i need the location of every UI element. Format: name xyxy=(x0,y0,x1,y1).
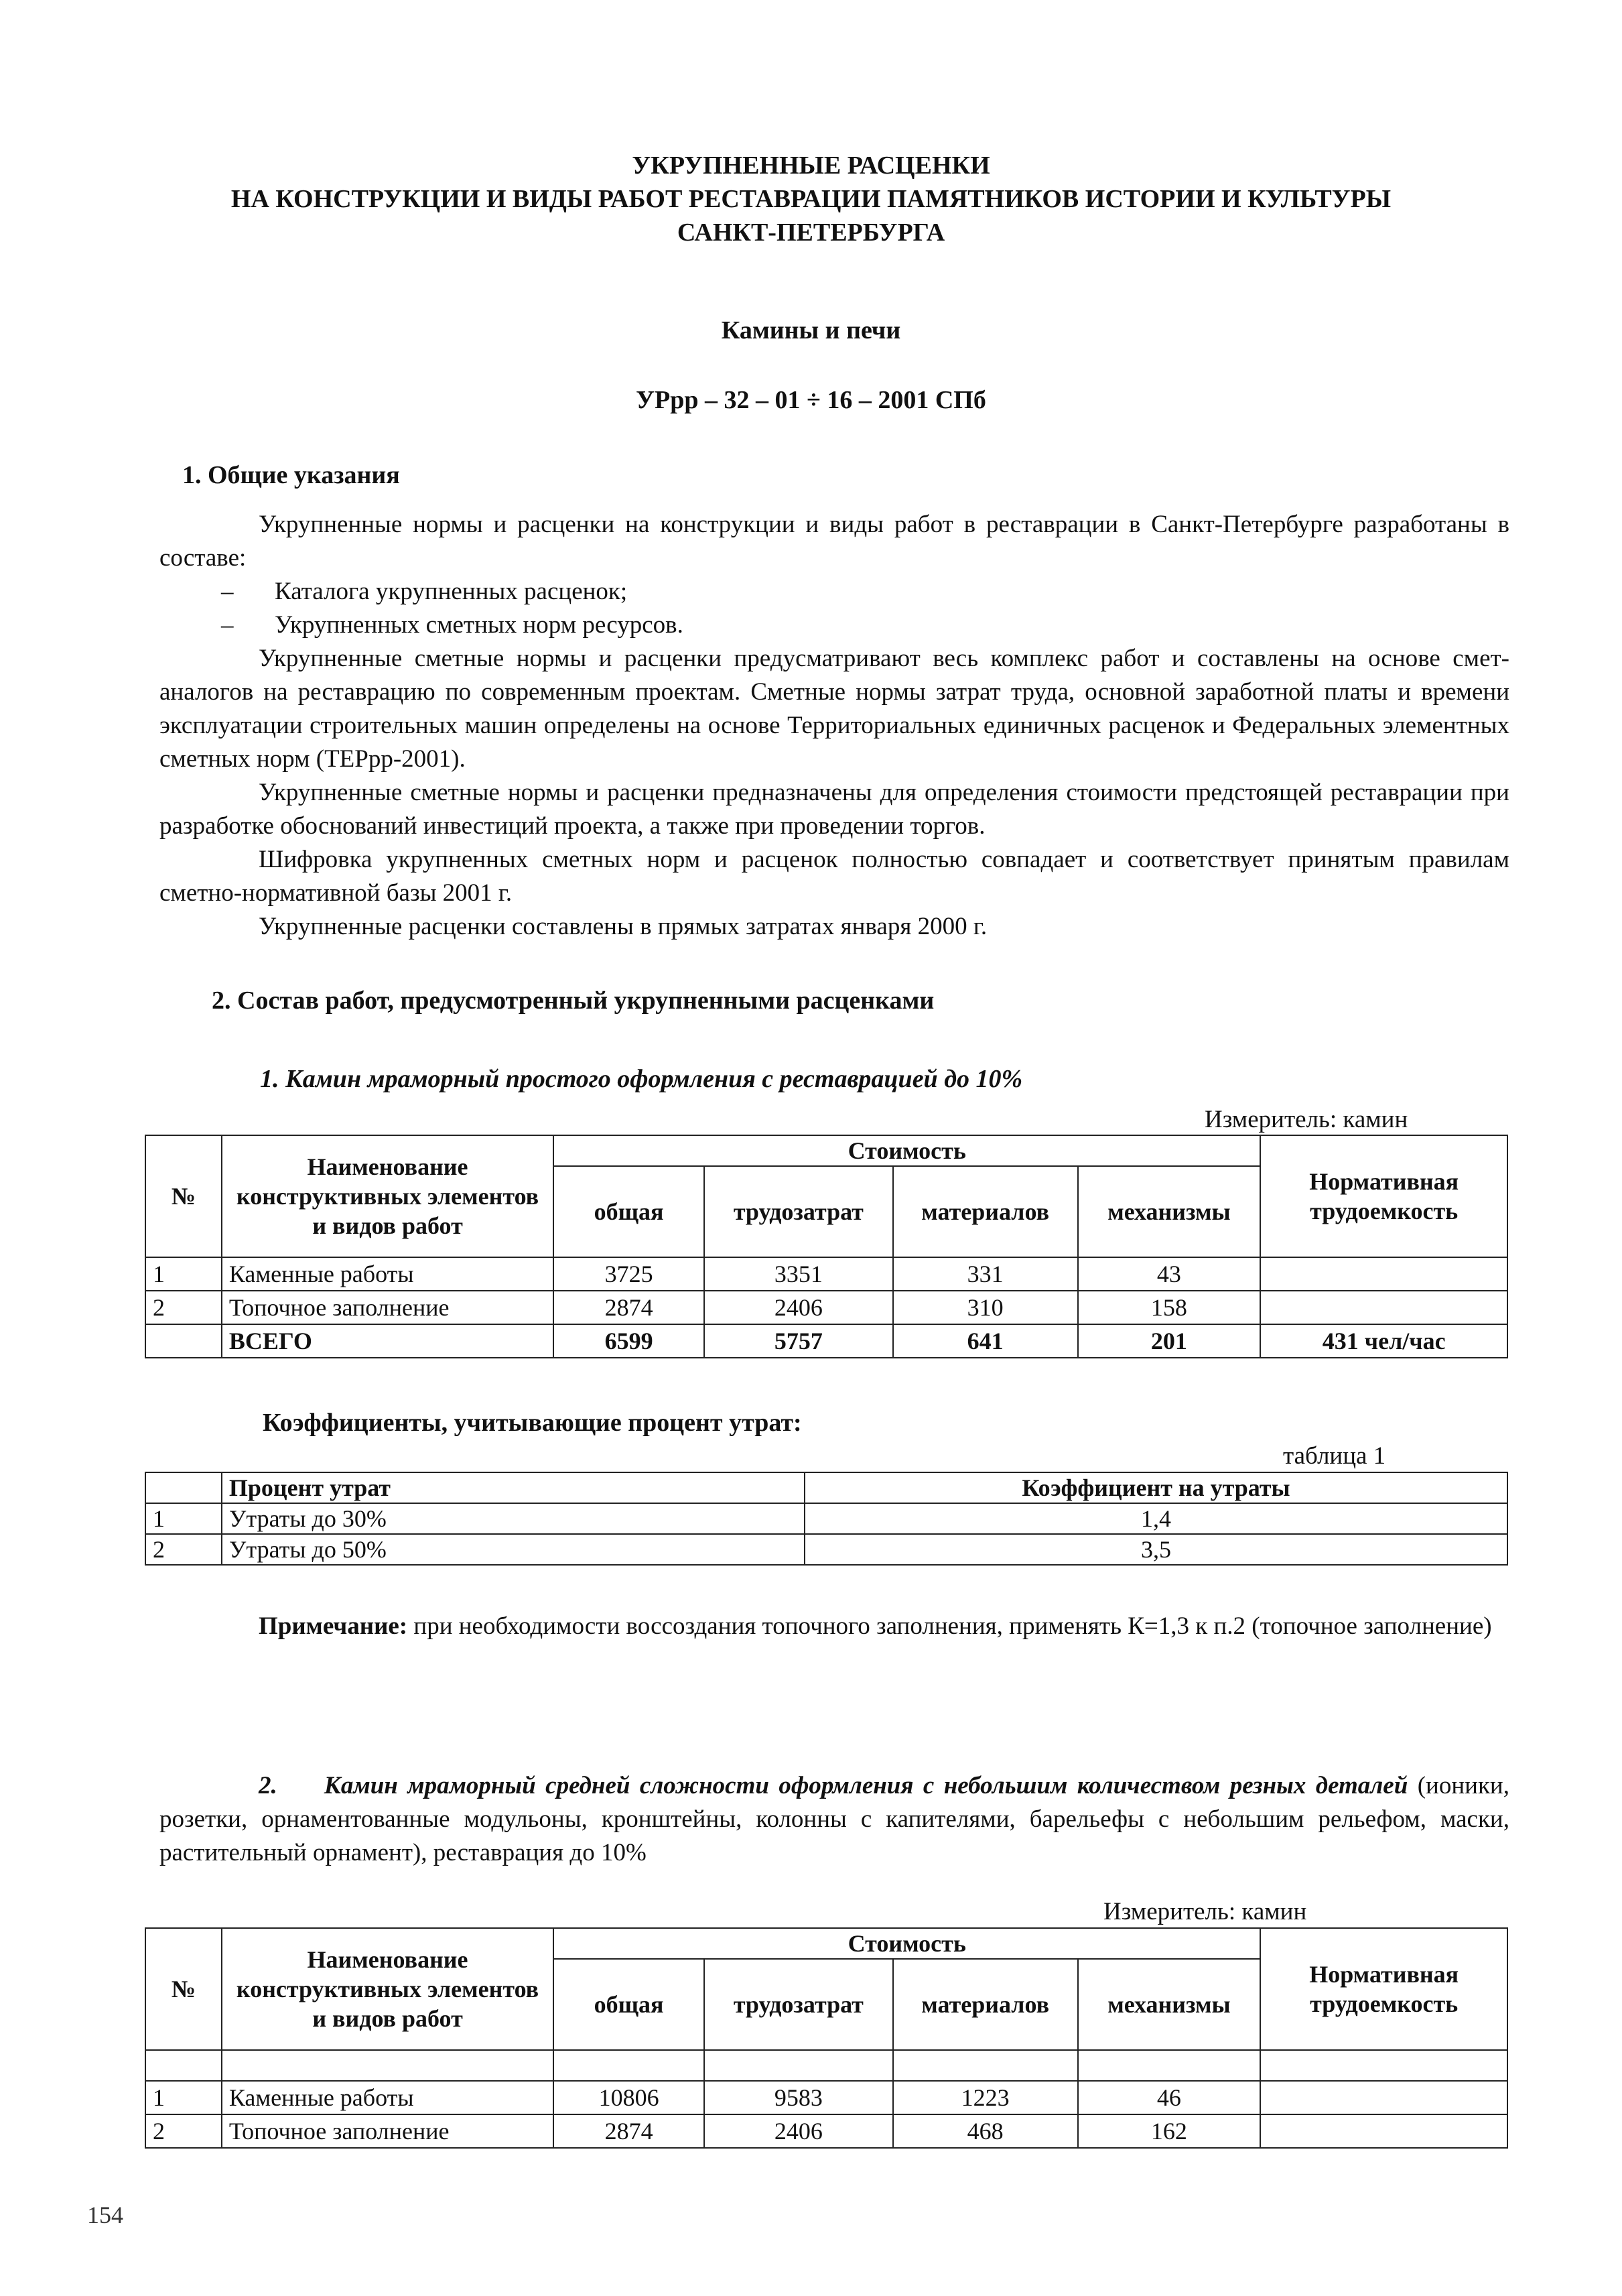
section1-heading: 1. Общие указания xyxy=(182,461,400,489)
cell-name: Каменные работы xyxy=(222,1257,553,1291)
cell-empty xyxy=(704,2050,893,2081)
cell-norm xyxy=(1260,2114,1507,2148)
table-row xyxy=(145,1291,1507,1324)
cell-name: Топочное заполнение xyxy=(222,2114,553,2148)
cell-total: 2874 xyxy=(553,2114,704,2148)
section1-paragraph-2 xyxy=(159,642,1509,776)
section1-paragraph-4 xyxy=(159,843,1509,910)
note xyxy=(159,1610,1509,1643)
section1-list-item-2: – Укрупненных сметных норм ресурсов. xyxy=(221,611,683,639)
cost-table-2 xyxy=(145,1927,1508,2149)
header-num: № xyxy=(145,1928,222,2050)
cell-empty xyxy=(1260,2050,1507,2081)
item2-meter: Измеритель: камин xyxy=(1103,1898,1307,1925)
table-row xyxy=(145,1534,1507,1565)
page-number: 154 xyxy=(87,2202,123,2228)
section1-paragraph-3 xyxy=(159,776,1509,843)
header-norm: Нормативная трудоемкость xyxy=(1260,1135,1507,1257)
header-norm: Нормативная трудоемкость xyxy=(1260,1928,1507,2050)
cell-materials: 310 xyxy=(893,1291,1078,1324)
doc-subtitle: Камины и печи xyxy=(721,316,901,344)
header-name: Наименование конструктивных элементов и видов работ xyxy=(222,1928,553,2050)
section1-list-item-2-text: Укрупненных сметных норм ресурсов. xyxy=(275,611,683,639)
section1-paragraph-5-text: Укрупненные расценки составлены в прямых затратах января 2000 г. xyxy=(259,913,988,940)
section1-list-item-1-text: Каталога укрупненных расценок; xyxy=(275,578,628,605)
cell-num: 1 xyxy=(145,2081,222,2114)
item1-meter: Измеритель: камин xyxy=(1205,1106,1408,1133)
doc-title-line1: УКРУПНЕННЫЕ РАСЦЕНКИ xyxy=(632,151,990,180)
cell-empty xyxy=(222,2050,553,2081)
header-cost: Стоимость xyxy=(553,1928,1260,1959)
section1-paragraph-2-text: Укрупненные сметные нормы и расценки предусматривают весь комплекс работ и составлены на основе смет-аналогов на реставрацию по современным проектам. Сметные нормы затрат труда, основной заработной платы и времени эксплуатации строительных машин определены на основе Территориальных единичных расценок и Федеральных элементных сметных норм (ТЕРрр-2001). xyxy=(159,645,1509,773)
cell-norm: 431 чел/час xyxy=(1260,1324,1507,1358)
cell-empty xyxy=(1078,2050,1261,2081)
cell-num: 2 xyxy=(145,2114,222,2148)
table-row xyxy=(145,1257,1507,1291)
cell-num: 1 xyxy=(145,1503,222,1534)
cell-num: 2 xyxy=(145,1291,222,1324)
item2-title: Камин мраморный средней сложности оформления с небольшим количеством резных деталей xyxy=(324,1772,1408,1799)
section1-paragraph-1 xyxy=(159,508,1509,575)
cell-empty xyxy=(553,2050,704,2081)
cell-coef: 3,5 xyxy=(805,1534,1507,1565)
cell-norm xyxy=(1260,1291,1507,1324)
cell-norm xyxy=(1260,2081,1507,2114)
item2-rest: (ионики, розетки, орнаментованные модульоны, кронштейны, колонны с капителями, барельефы с небольшим рельефом, маски, растительный орнамент), реставрация до 10% xyxy=(159,1772,1509,1866)
note-label: Примечание: xyxy=(259,1612,408,1640)
cell-machines: 46 xyxy=(1078,2081,1261,2114)
doc-code: УРрр – 32 – 01 ÷ 16 – 2001 СПб xyxy=(636,386,986,414)
table-row-empty xyxy=(145,2050,1507,2081)
coef-header-percent: Процент утрат xyxy=(222,1472,805,1503)
cell-total: 10806 xyxy=(553,2081,704,2114)
cell-empty xyxy=(145,2050,222,2081)
header-materials: материалов xyxy=(893,1959,1078,2050)
header-total: общая xyxy=(553,1166,704,1257)
table-row xyxy=(145,2114,1507,2148)
cell-total: 6599 xyxy=(553,1324,704,1358)
coef-heading: Коэффициенты, учитывающие процент утрат: xyxy=(263,1409,802,1437)
cell-total: 2874 xyxy=(553,1291,704,1324)
header-machines: механизмы xyxy=(1078,1166,1261,1257)
cell-total: 3725 xyxy=(553,1257,704,1291)
item2-num: 2. xyxy=(259,1772,277,1799)
header-cost: Стоимость xyxy=(553,1135,1260,1166)
section1-paragraph-3-text: Укрупненные сметные нормы и расценки предназначены для определения стоимости предстоящей реставрации при разработке обоснований инвестиций проекта, а также при проведении торгов. xyxy=(159,779,1509,840)
item1-title: 1. Камин мраморный простого оформления с реставрацией до 10% xyxy=(260,1065,1023,1093)
cell-labor: 9583 xyxy=(704,2081,893,2114)
table-row xyxy=(145,1503,1507,1534)
header-num: № xyxy=(145,1135,222,1257)
cell-machines: 43 xyxy=(1078,1257,1261,1291)
table-row xyxy=(145,2081,1507,2114)
cell-labor: 2406 xyxy=(704,1291,893,1324)
header-labor: трудозатрат xyxy=(704,1959,893,2050)
doc-title-line3: САНКТ-ПЕТЕРБУРГА xyxy=(677,218,945,247)
cell-percent: Утраты до 50% xyxy=(222,1534,805,1565)
coef-header-num xyxy=(145,1472,222,1503)
cell-labor: 2406 xyxy=(704,2114,893,2148)
cell-name: Топочное заполнение xyxy=(222,1291,553,1324)
cell-machines: 201 xyxy=(1078,1324,1261,1358)
cell-materials: 1223 xyxy=(893,2081,1078,2114)
cell-materials: 331 xyxy=(893,1257,1078,1291)
cell-materials: 641 xyxy=(893,1324,1078,1358)
coef-table-label: таблица 1 xyxy=(1283,1442,1386,1470)
cell-percent: Утраты до 30% xyxy=(222,1503,805,1534)
header-machines: механизмы xyxy=(1078,1959,1261,2050)
header-labor: трудозатрат xyxy=(704,1166,893,1257)
cell-num: 1 xyxy=(145,1257,222,1291)
cell-labor: 3351 xyxy=(704,1257,893,1291)
note-text: при необходимости воссоздания топочного заполнения, применять К=1,3 к п.2 (топочное заполнение) xyxy=(407,1612,1492,1640)
coef-header-coef: Коэффициент на утраты xyxy=(805,1472,1507,1503)
table-total-row xyxy=(145,1324,1507,1358)
cell-machines: 158 xyxy=(1078,1291,1261,1324)
cell-coef: 1,4 xyxy=(805,1503,1507,1534)
doc-title-line2: НА КОНСТРУКЦИИ И ВИДЫ РАБОТ РЕСТАВРАЦИИ ПАМЯТНИКОВ ИСТОРИИ И КУЛЬТУРЫ xyxy=(230,185,1392,213)
cell-empty xyxy=(893,2050,1078,2081)
header-materials: материалов xyxy=(893,1166,1078,1257)
cell-num xyxy=(145,1324,222,1358)
section1-paragraph-4-text: Шифровка укрупненных сметных норм и расценок полностью совпадает и соответствует принятым правилам сметно-нормативной базы 2001 г. xyxy=(159,846,1509,907)
cell-labor: 5757 xyxy=(704,1324,893,1358)
cell-num: 2 xyxy=(145,1534,222,1565)
section2-heading: 2. Состав работ, предусмотренный укрупненными расценками xyxy=(212,986,935,1015)
section1-paragraph-1-text: Укрупненные нормы и расценки на конструкции и виды работ в реставрации в Санкт-Петербурге разработаны в составе: xyxy=(159,511,1509,572)
coef-table xyxy=(145,1472,1508,1566)
cell-name: ВСЕГО xyxy=(222,1324,553,1358)
cell-machines: 162 xyxy=(1078,2114,1261,2148)
cell-materials: 468 xyxy=(893,2114,1078,2148)
item2-description xyxy=(159,1769,1509,1870)
cost-table-1 xyxy=(145,1135,1508,1358)
cell-name: Каменные работы xyxy=(222,2081,553,2114)
section1-list-item-1: – Каталога укрупненных расценок; xyxy=(221,578,628,605)
header-name: Наименование конструктивных элементов и видов работ xyxy=(222,1135,553,1257)
cell-norm xyxy=(1260,1257,1507,1291)
section1-paragraph-5 xyxy=(159,910,1509,944)
header-total: общая xyxy=(553,1959,704,2050)
